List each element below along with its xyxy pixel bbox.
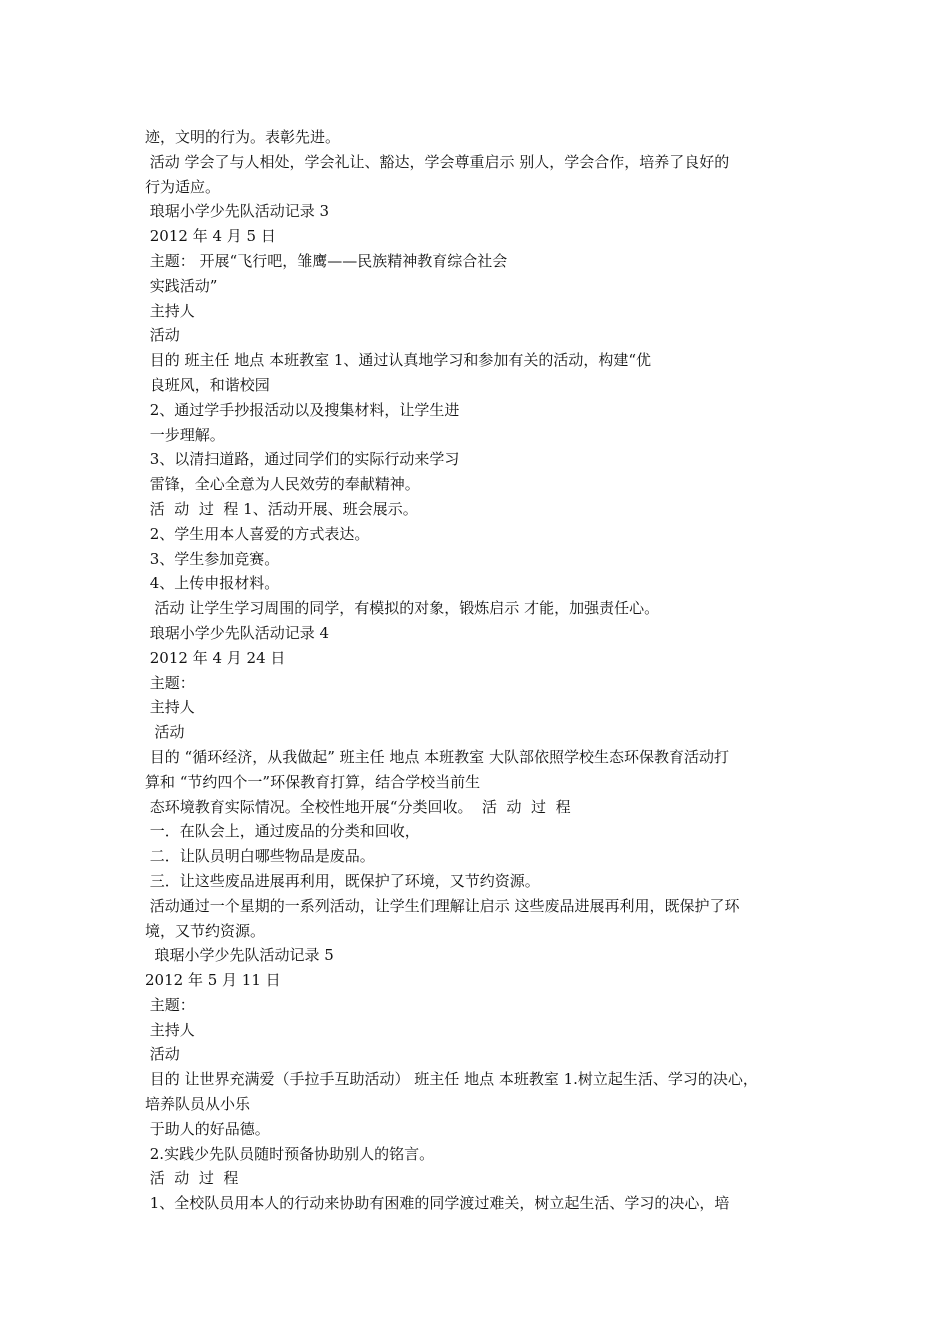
- text-line: 迹，文明的行为。表彰先进。: [145, 128, 341, 146]
- record-date: 2012 年 4 月 5 日: [145, 227, 276, 246]
- text-line: 2、通过学手抄报活动以及搜集材料，让学生进: [145, 400, 460, 419]
- text-line: 于助人的好品德。: [145, 1119, 270, 1138]
- text-line: 算和 “节约四个一”环保教育打算，结合学校当前生: [145, 772, 481, 791]
- text-line: 一．在队会上，通过废品的分类和回收，: [145, 822, 420, 841]
- text-line: 良班风，和谐校园: [145, 375, 270, 394]
- text-line: 行为适应。: [145, 177, 221, 196]
- text-line: 主持人: [145, 301, 195, 320]
- text-line: 2、学生用本人喜爱的方式表达。: [145, 524, 370, 543]
- text-line: 境，又节约资源。: [145, 921, 266, 940]
- text-line: 3、学生参加竞赛。: [145, 549, 280, 568]
- text-line: 目的 让世界充满爱（手拉手互助活动） 班主任 地点 本班教室 1.树立起生活、学习的决心，: [145, 1070, 758, 1089]
- text-line: 态环境教育实际情况。全校性地开展“分类回收。 活 动 过 程: [145, 797, 571, 816]
- text-line: 3、以清扫道路，通过同学们的实际行动来学习: [145, 450, 460, 469]
- text-line: 一步理解。: [145, 425, 225, 444]
- text-line: 主题：: [145, 995, 195, 1014]
- text-line: 活动通过一个星期的一系列活动，让学生们理解让启示 这些废品进展再利用，既保护了环: [145, 896, 740, 915]
- text-line: 主持人: [145, 698, 195, 717]
- text-line: 活动: [145, 326, 180, 345]
- text-line: 活动: [145, 723, 185, 742]
- section-heading: 琅琚小学少先队活动记录 4: [145, 623, 330, 642]
- text-line: 1、全校队员用本人的行动来协助有困难的同学渡过难关，树立起生活、学习的决心，培: [145, 1194, 730, 1213]
- text-line: 目的 班主任 地点 本班教室 1、通过认真地学习和参加有关的活动，构建“优: [145, 351, 652, 370]
- text-line: 活动: [145, 1045, 180, 1064]
- text-line: 活动 让学生学习周围的同学，有模拟的对象，锻炼启示 才能，加强责任心。: [145, 599, 660, 618]
- section-heading: 琅琚小学少先队活动记录 5: [145, 946, 334, 965]
- text-line: 活 动 过 程 1、活动开展、班会展示。: [145, 499, 418, 518]
- document-body: [145, 125, 817, 1216]
- section-heading: 琅琚小学少先队活动记录 3: [145, 202, 330, 221]
- text-line: 实践活动”: [145, 276, 218, 295]
- text-line: 活 动 过 程: [145, 1169, 239, 1188]
- text-line: 培养队员从小乐: [145, 1095, 251, 1114]
- text-line: 主持人: [145, 1020, 195, 1039]
- text-line: 雷锋，全心全意为人民效劳的奉献精神。: [145, 475, 420, 494]
- text-line: 二．让队员明白哪些物品是废品。: [145, 847, 375, 866]
- text-line: 三．让这些废品进展再利用，既保护了环境，又节约资源。: [145, 871, 540, 890]
- text-line: 活动 学会了与人相处，学会礼让、豁达，学会尊重启示 别人，学会合作，培养了良好的: [145, 152, 730, 171]
- record-date: 2012 年 5 月 11 日: [145, 971, 281, 990]
- text-line: 主题： 开展“飞行吧，雏鹰——民族精神教育综合社会: [145, 251, 508, 270]
- record-date: 2012 年 4 月 24 日: [145, 648, 286, 667]
- text-line: 主题：: [145, 673, 195, 692]
- text-line: 2.实践少先队员随时预备协助别人的铭言。: [145, 1144, 435, 1163]
- text-line: 4、上传申报材料。: [145, 574, 280, 593]
- text-line: 目的 “循环经济，从我做起” 班主任 地点 本班教室 大队部依照学校生态环保教育活动打: [145, 747, 729, 766]
